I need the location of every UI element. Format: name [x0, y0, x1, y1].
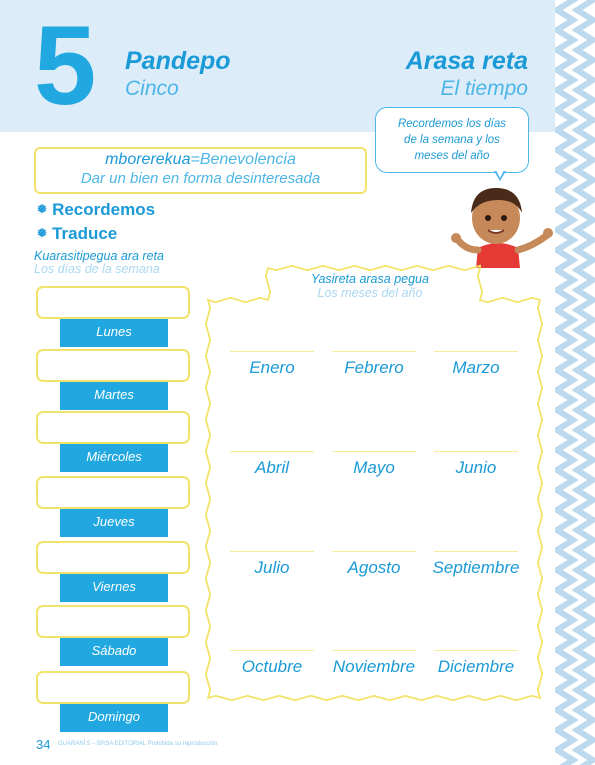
day-answer-field-domingo[interactable] [36, 671, 190, 704]
section-recordemos-label: Recordemos [52, 200, 156, 219]
speech-bubble [375, 107, 529, 173]
month-julio: Julio [254, 558, 290, 577]
months-heading-guarani: Yasireta arasa pegua [311, 272, 429, 286]
month-agosto: Agosto [347, 558, 401, 577]
month-diciembre: Diciembre [437, 657, 515, 676]
day-answer-field-jueves[interactable] [36, 476, 190, 509]
month-marzo: Marzo [452, 358, 500, 377]
month-answer-line[interactable] [332, 650, 416, 651]
footer-credit: GUARANÍ 5 – BRSA EDITORIAL Prohibida su reproducción [58, 741, 218, 747]
month-junio: Junio [455, 458, 497, 477]
month-answer-line[interactable] [230, 551, 314, 552]
month-answer-line[interactable] [434, 551, 518, 552]
day-answer-field-martes[interactable] [36, 349, 190, 382]
day-answer-field-viernes[interactable] [36, 541, 190, 574]
month-answer-line[interactable] [230, 451, 314, 452]
day-label-miercoles: Miércoles [60, 442, 168, 472]
days-instruction-spanish: Los días de la semana [34, 262, 160, 276]
value-word-line [36, 151, 365, 169]
month-answer-line[interactable] [434, 650, 518, 651]
lesson-subtitle: Cinco [125, 77, 179, 100]
month-answer-line[interactable] [332, 451, 416, 452]
value-spanish: Benevolencia [199, 151, 296, 168]
day-label-viernes: Viernes [60, 572, 168, 602]
boy-illustration [438, 178, 558, 268]
speech-bubble-tail-inner [496, 170, 504, 178]
topic-subtitle: El tiempo [440, 77, 528, 100]
value-definition: Dar un bien en forma desinteresada [80, 170, 321, 187]
month-answer-line[interactable] [434, 351, 518, 352]
month-answer-line[interactable] [332, 551, 416, 552]
month-abril: Abril [254, 458, 289, 477]
months-heading-spanish: Los meses del año [317, 286, 423, 300]
days-instruction-guarani: Kuarasitipegua ara reta [34, 249, 164, 263]
snowflake-icon: ❅ [37, 202, 48, 216]
day-label-sabado: Sábado [60, 636, 168, 666]
month-noviembre: Noviembre [332, 657, 416, 676]
section-traduce-label: Traduce [52, 224, 118, 243]
day-answer-field-sabado[interactable] [36, 605, 190, 638]
lesson-number: 5 [34, 3, 97, 128]
month-answer-line[interactable] [230, 351, 314, 352]
value-guarani: mborerekua [105, 151, 191, 168]
zigzag-border-decoration [555, 0, 595, 765]
speech-line: de la semana y los [404, 134, 500, 146]
day-answer-field-miercoles[interactable] [36, 411, 190, 444]
value-box [34, 147, 367, 194]
day-label-martes: Martes [60, 380, 168, 410]
day-label-jueves: Jueves [60, 507, 168, 537]
month-answer-line[interactable] [332, 351, 416, 352]
day-answer-field-lunes[interactable] [36, 286, 190, 319]
month-octubre: Octubre [241, 657, 303, 676]
month-mayo: Mayo [353, 458, 395, 477]
topic-title: Arasa reta [405, 47, 528, 75]
month-answer-line[interactable] [434, 451, 518, 452]
page-number: 34 [36, 737, 51, 752]
lesson-title: Pandepo [125, 47, 231, 75]
day-label-lunes: Lunes [60, 317, 168, 347]
speech-line: Recordemos los días [397, 118, 507, 130]
snowflake-icon: ❅ [37, 226, 48, 240]
month-enero: Enero [249, 358, 295, 377]
section-traduce [37, 224, 117, 244]
section-recordemos [37, 200, 155, 220]
months-frame [204, 262, 544, 702]
month-answer-line[interactable] [230, 650, 314, 651]
value-equals: = [190, 151, 200, 168]
speech-line: meses del año [414, 150, 490, 162]
day-label-domingo: Domingo [60, 702, 168, 732]
month-febrero: Febrero [344, 358, 404, 377]
month-septiembre: Septiembre [432, 558, 520, 577]
